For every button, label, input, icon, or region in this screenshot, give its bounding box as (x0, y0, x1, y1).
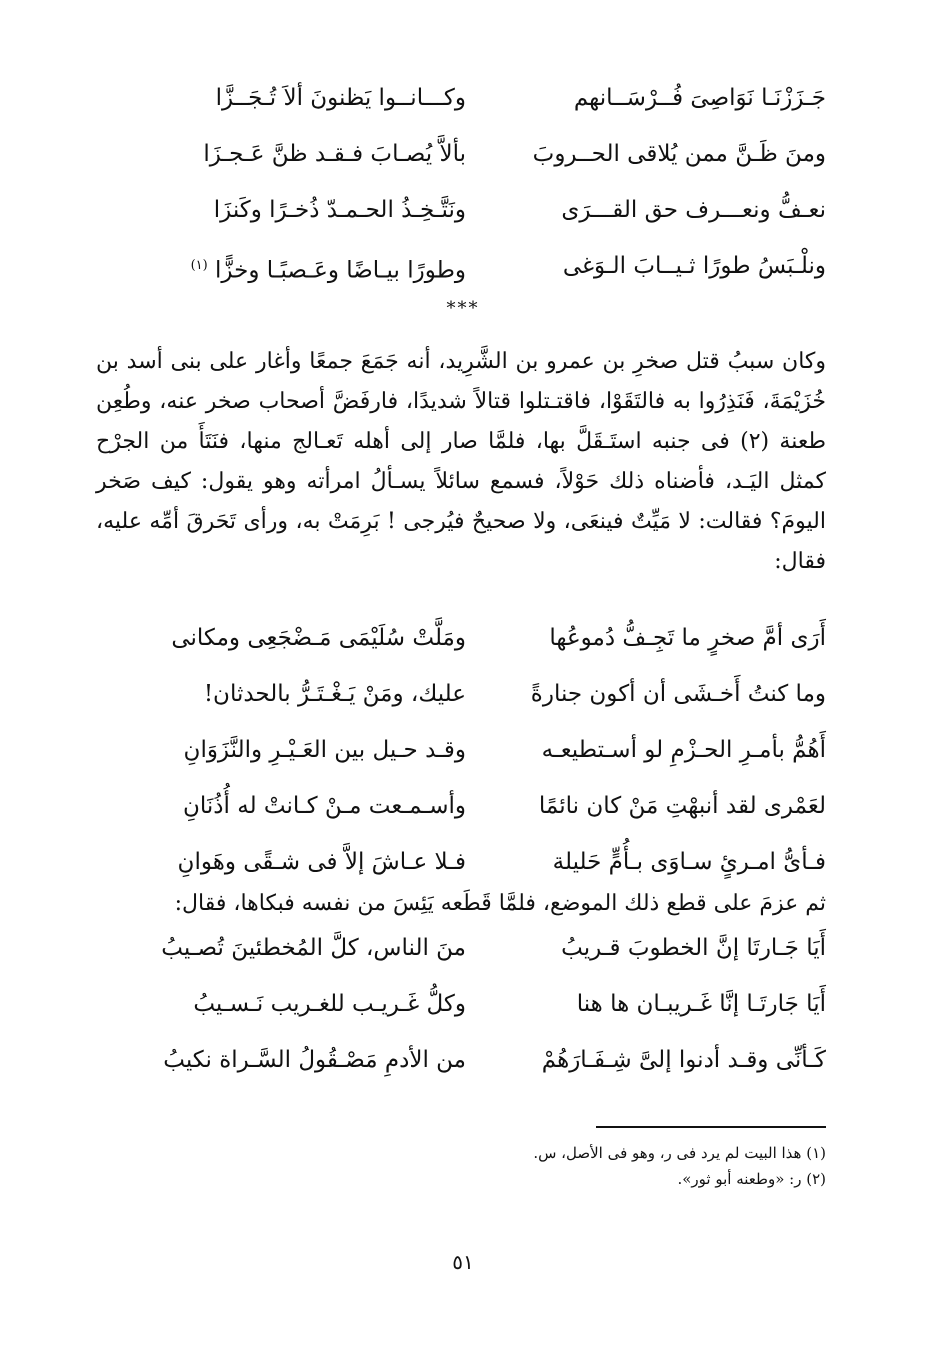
second-hemistich: وكلُّ غَـريـب للغـريب نَـسـيبُ (193, 991, 466, 1017)
verse-line (96, 618, 826, 674)
verse-line (96, 1040, 826, 1096)
first-hemistich: جَـزَزْنَـا نَوَاصِىَ فُــرْسَــانهم (573, 85, 826, 111)
second-hemistich: وقـد حـيل بين العَـيْـرِ والنَّزَوَانِ (183, 737, 466, 763)
poem-3 (96, 928, 826, 1096)
verse-line (96, 786, 826, 842)
second-hemistich: وكـــانــوا يَظنونَ ألاَ تُـجَــزَّا (215, 85, 466, 111)
first-hemistich: فـأىُّ امـرئٍ سـاوَى بـأُمٍّ حَليلة (552, 849, 826, 875)
verse-line (96, 928, 826, 984)
narrative-paragraph: ثم عزمَ على قطع ذلك الموضع، فلمَّا قَطَعه يَئِسَ من نفسه فبكاها، فقال: (174, 891, 826, 916)
hemistich-text: وطورًا بيـاضًا وعَـصبًـا وخزًّا (215, 257, 466, 284)
footnotes (96, 1140, 826, 1192)
first-hemistich: أَرَى أمَّ صخرٍ ما تَجِـفُّ دُموعُها (549, 625, 826, 651)
verse-line (96, 984, 826, 1040)
narrative-paragraph: وكان سببُ قتل صخرِ بن عمرو بن الشَّرِيد، أنه جَمَعَ جمعًا وأغار على بنى أسد بن خُزَيْمَةَ، فَنَذِرُوا به فالتَقَوْا، فاقتـتلوا قتالاً شديدًا، فارفَضَّ أصحاب صخر عنه، وطُعِن طعنة (٢) فى جنبه استَـقَلَّ بها، فلمَّا صار إلى أهله تَعـالج منها، فنَتَأَ من الجرْح كمثل اليَـد، فأضناه ذلك حَوْلاً، فسمع سائلاً يسـألُ امرأته وهو يقول: كيف صَخر اليومَ؟ فقالت: لا مَيِّتٌ فينعَى، ولا صحيحٌ فيُرجى ! بَرِمَتْ به، ورأى تَحَرقَ أمِّه عليه، فقال: (96, 349, 826, 574)
second-hemistich: عليك، ومَنْ يَـغْـتَـرُّ بالحدثان! (203, 681, 466, 707)
second-hemistich: وأسـمـعت مـنْ كـانتْ له أُذُنَانِ (183, 793, 466, 819)
poem-1 (96, 78, 826, 302)
second-hemistich: ونَتَّـخِـذُ الحـمـدّ ذُخـرًا وكَنزَا (213, 197, 466, 223)
second-hemistich (96, 246, 466, 291)
verse-line (96, 246, 826, 302)
first-hemistich: ونلْـبَسُ طورًا ثـيــابَ الـوَغى (562, 253, 826, 279)
verse-line (96, 134, 826, 190)
verse-line (96, 78, 826, 134)
first-hemistich: وما كنتُ أَخـشَى أن أكون جنارةً (530, 681, 826, 707)
section-separator: *** (446, 298, 480, 319)
first-hemistich: نعـفُّ ونعـــرف حق القـــرَى (561, 197, 826, 223)
first-hemistich: أَيَا جَارتَـا إنَّا غَـريبـان ها هنا (576, 991, 826, 1017)
first-hemistich: ومنَ ظَـنَّ ممن يُلاقى الحــروبَ (532, 141, 826, 167)
footnote-1: (١) هذا البيت لم يرد فى ر، وهو فى الأصل، س. (533, 1144, 826, 1162)
first-hemistich: أَيَا جَـارتَا إنَّ الخطوبَ قـريبُ (561, 935, 826, 961)
verse-line (96, 190, 826, 246)
second-hemistich: فـلا عـاشَ إلاَّ فى شـقًى وهَوانِ (177, 849, 466, 875)
poem-2 (96, 618, 826, 898)
verse-line (96, 730, 826, 786)
first-hemistich: كَـأنِّى وقـد أدنوا إلىَّ شِـفَـارَهُمْ (541, 1047, 826, 1073)
first-hemistich: أَهُمُّ بأمـرِ الحـزْمِ لو أسـتطيعـه (541, 737, 826, 763)
first-hemistich: لعَمْرى لقد أنبهْتِ مَنْ كان نائمًا (538, 793, 826, 819)
second-hemistich: منَ الناس، كلَّ المُخطئينَ تُصـيبُ (161, 935, 466, 961)
verse-line (96, 674, 826, 730)
page-number: ٥١ (452, 1250, 474, 1274)
footnote-2: (٢) ر: «وطعنه أبو ثور». (677, 1170, 826, 1188)
footnote-divider (596, 1126, 826, 1128)
second-hemistich: ومَلَّتْ سُلَيْمَى مَـضْجَعِى ومكانى (171, 625, 466, 651)
second-hemistich: من الأدمِ مَصْـقُولُ السَّـراة نكيبُ (163, 1047, 466, 1073)
footnote-marker: (١) (190, 258, 208, 273)
second-hemistich: بألاَّ يُصـابَ فـقـد ظنَّ عَـجـزَا (203, 141, 466, 167)
